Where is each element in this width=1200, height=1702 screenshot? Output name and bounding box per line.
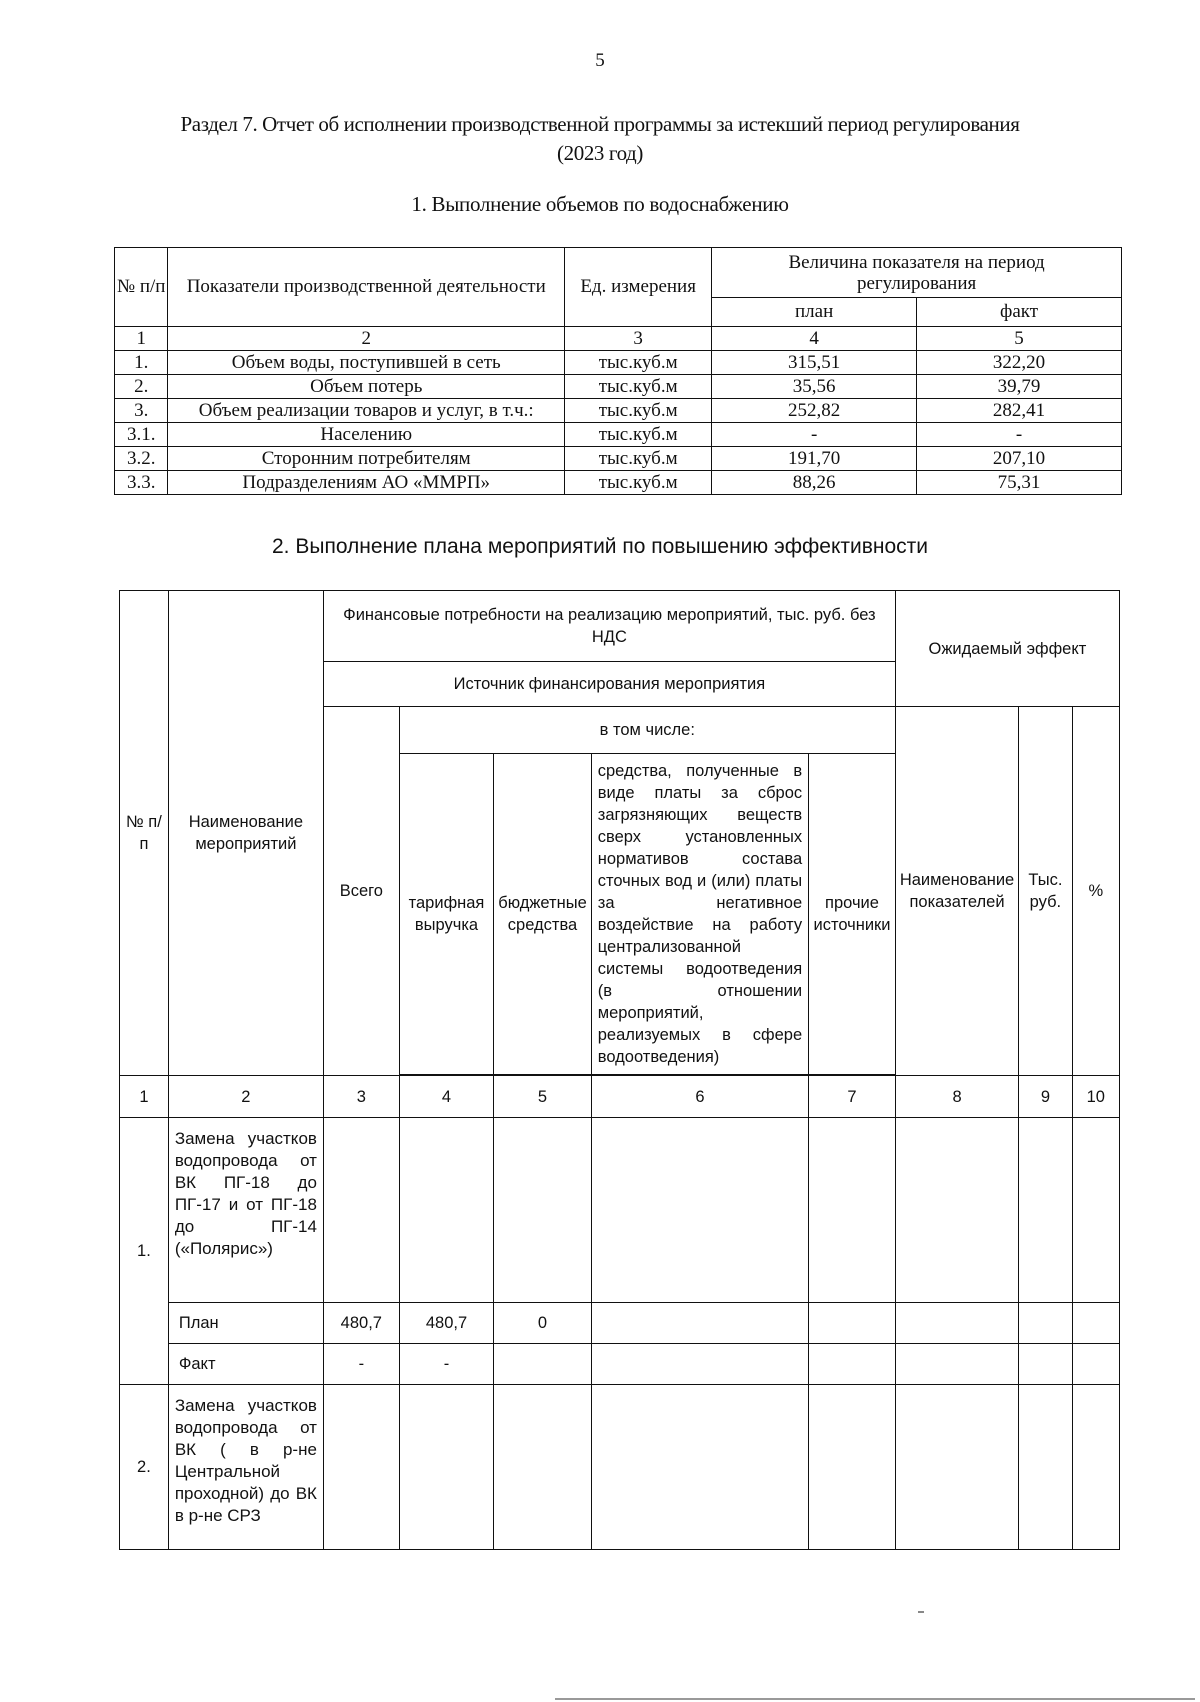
- row-fact: 75,31: [917, 471, 1122, 495]
- table-row: [115, 375, 1122, 399]
- header-tariff: тарифная выручка: [399, 754, 494, 1075]
- table-row: [115, 351, 1122, 375]
- plan-row: [120, 1303, 1120, 1344]
- header-indicator-name: Наименование показателей: [895, 707, 1018, 1076]
- row-unit: тыс.куб.м: [565, 399, 712, 423]
- header-fees: средства, полученные в виде платы за сброс загрязняющих веществ сверх установленных нормативов состава сточных вод и (или) платы за негативное воздействие на работу централизованной системы водоотведения (в отношении мероприятий, реализуемых в сфере водоотведения): [591, 754, 808, 1075]
- row-unit: тыс.куб.м: [565, 423, 712, 447]
- table-row: [120, 1385, 1120, 1550]
- row-num: 3.3.: [115, 471, 168, 495]
- header-value: Величина показателя на период регулирования: [712, 248, 1122, 298]
- table-row: [115, 399, 1122, 423]
- table-header-row: [115, 248, 1122, 298]
- col-number: 5: [917, 327, 1122, 351]
- row-name: Объем воды, поступившей в сеть: [168, 351, 565, 375]
- header-fin: Финансовые потребности на реализацию мероприятий, тыс. руб. без НДС: [323, 591, 895, 662]
- header-num: № п/п: [115, 248, 168, 327]
- section-title-line1: Раздел 7. Отчет об исполнении производственной программы за истекший период регулирования: [180, 112, 1020, 136]
- col-number: 2: [168, 327, 565, 351]
- header-source: Источник финансирования мероприятия: [323, 662, 895, 707]
- row-unit: тыс.куб.м: [565, 351, 712, 375]
- fact-row: [120, 1344, 1120, 1385]
- row-fact: 322,20: [917, 351, 1122, 375]
- col-number: 7: [809, 1076, 896, 1118]
- row-unit: тыс.куб.м: [565, 447, 712, 471]
- row-plan: -: [712, 423, 917, 447]
- table-header-row: [120, 591, 1120, 662]
- row-name: Подразделениям АО «ММРП»: [168, 471, 565, 495]
- header-num: № п/п: [120, 591, 169, 1076]
- row-unit: тыс.куб.м: [565, 471, 712, 495]
- row-fact: 39,79: [917, 375, 1122, 399]
- header-effect: Ожидаемый эффект: [895, 591, 1119, 707]
- table1-title: 1. Выполнение объемов по водоснабжению: [411, 192, 789, 216]
- efficiency-plan-table: [119, 590, 1120, 1550]
- row-plan: 252,82: [712, 399, 917, 423]
- header-including: в том числе:: [399, 707, 895, 754]
- header-indicator: Показатели производственной деятельности: [168, 248, 565, 327]
- header-plan: план: [712, 298, 917, 327]
- plan-budget: 0: [494, 1303, 591, 1344]
- water-supply-table: [114, 247, 1122, 495]
- row-name: Сторонним потребителям: [168, 447, 565, 471]
- column-number-row: [120, 1076, 1120, 1118]
- fact-tariff: -: [399, 1344, 494, 1385]
- row-num: 3.2.: [115, 447, 168, 471]
- header-name: Наименование мероприятий: [168, 591, 323, 1076]
- col-number: 3: [565, 327, 712, 351]
- row-plan: 191,70: [712, 447, 917, 471]
- header-fact: факт: [917, 298, 1122, 327]
- row-fact: 207,10: [917, 447, 1122, 471]
- row-name: Объем реализации товаров и услуг, в т.ч.:: [168, 399, 565, 423]
- col-number: 4: [712, 327, 917, 351]
- col-number: 1: [115, 327, 168, 351]
- plan-tariff: 480,7: [399, 1303, 494, 1344]
- row-name: Населению: [168, 423, 565, 447]
- fact-label: Факт: [168, 1344, 323, 1385]
- page-number: 5: [595, 50, 605, 71]
- row-num: 3.: [115, 399, 168, 423]
- header-total: Всего: [323, 707, 399, 1076]
- col-number: 5: [494, 1076, 591, 1118]
- row-num: 2.: [120, 1385, 169, 1550]
- table-row: [115, 423, 1122, 447]
- column-number-row: [115, 327, 1122, 351]
- header-rub: Тыс. руб.: [1019, 707, 1072, 1076]
- table2-title: 2. Выполнение плана мероприятий по повышению эффективности: [272, 535, 928, 558]
- plan-label: План: [168, 1303, 323, 1344]
- scan-artifact: [918, 1611, 924, 1613]
- header-other: прочие источники: [809, 754, 896, 1075]
- row-plan: 88,26: [712, 471, 917, 495]
- col-number: 9: [1019, 1076, 1072, 1118]
- col-number: 10: [1072, 1076, 1119, 1118]
- table-row: [115, 447, 1122, 471]
- col-number: 4: [399, 1076, 494, 1118]
- row-num: 1.: [120, 1118, 169, 1385]
- col-number: 1: [120, 1076, 169, 1118]
- row-num: 2.: [115, 375, 168, 399]
- col-number: 2: [168, 1076, 323, 1118]
- row-unit: тыс.куб.м: [565, 375, 712, 399]
- row-name: Замена участков водопровода от ВК ( в р-не Центральной проходной) до ВК в р-не СРЗ: [168, 1385, 323, 1550]
- col-number: 8: [895, 1076, 1018, 1118]
- table-row: [115, 471, 1122, 495]
- section-title: [120, 110, 1080, 168]
- row-name: Объем потерь: [168, 375, 565, 399]
- header-unit: Ед. измерения: [565, 248, 712, 327]
- plan-total: 480,7: [323, 1303, 399, 1344]
- row-name: Замена участков водопровода от ВК ПГ-18 до ПГ-17 и от ПГ-18 до ПГ-14 («Полярис»): [168, 1118, 323, 1303]
- row-fact: -: [917, 423, 1122, 447]
- col-number: 6: [591, 1076, 808, 1118]
- row-fact: 282,41: [917, 399, 1122, 423]
- scan-edge-line: [555, 1698, 1195, 1700]
- fact-total: -: [323, 1344, 399, 1385]
- row-num: 3.1.: [115, 423, 168, 447]
- header-percent: %: [1072, 707, 1119, 1076]
- section-title-line2: (2023 год): [557, 141, 643, 165]
- row-num: 1.: [115, 351, 168, 375]
- table-row: [120, 1118, 1120, 1303]
- header-budget: бюджетные средства: [494, 754, 591, 1075]
- col-number: 3: [323, 1076, 399, 1118]
- row-plan: 35,56: [712, 375, 917, 399]
- row-plan: 315,51: [712, 351, 917, 375]
